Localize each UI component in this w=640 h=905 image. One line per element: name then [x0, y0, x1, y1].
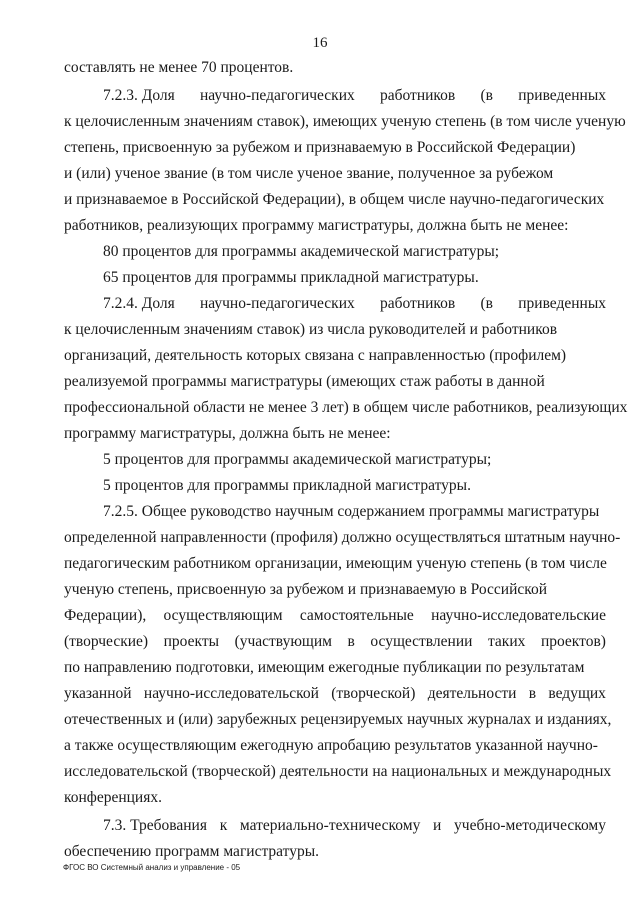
word: самостоятельные — [299, 607, 414, 624]
word: научно-исследовательские — [431, 607, 606, 624]
word: таких — [487, 633, 526, 650]
text-line — [103, 816, 606, 835]
word: приведенных — [518, 295, 606, 312]
word: указанной — [64, 685, 132, 702]
word: ведущих — [548, 685, 606, 702]
text-line: к целочисленным значениям ставок), имеющих ученую степень (в том числе ученую — [64, 113, 626, 130]
word: (в — [480, 295, 493, 312]
text-line: педагогическим работником организации, имеющим ученую степень (в том числе — [64, 555, 607, 572]
word: учебно-методическому — [454, 817, 606, 834]
text-line: конференциях. — [64, 789, 162, 806]
text-line: степень, присвоенную за рубежом и признаваемую в Российской Федерации) — [64, 139, 576, 156]
word: в — [347, 633, 355, 650]
word: Федерации), — [64, 607, 147, 624]
word: 7.3. Требования — [103, 817, 207, 834]
text-line: исследовательской (творческой) деятельности на национальных и международных — [64, 763, 612, 780]
document-footer: ФГОС ВО Системный анализ и управление - 05 — [63, 863, 241, 872]
text-line — [64, 632, 606, 651]
text-line: 65 процентов для программы прикладной магистратуры. — [103, 269, 479, 286]
text-line: по направлению подготовки, имеющим ежегодные публикации по результатам — [64, 659, 585, 676]
word: научно-исследовательской — [143, 685, 319, 702]
text-line: 5 процентов для программы прикладной магистратуры. — [103, 477, 471, 494]
text-line: к целочисленным значениям ставок) из числа руководителей и работников — [64, 321, 558, 338]
text-line — [103, 294, 606, 313]
text-line: составлять не менее 70 процентов. — [64, 59, 294, 76]
word: к — [219, 817, 228, 834]
text-line: работников, реализующих программу магистратуры, должна быть не менее: — [64, 217, 569, 234]
word: деятельности — [427, 685, 517, 702]
text-line — [64, 684, 606, 703]
word: научно-педагогических — [199, 87, 355, 104]
text-line: 80 процентов для программы академической магистратуры; — [103, 243, 500, 260]
word: (участвующим — [234, 633, 332, 650]
word: осуществлении — [370, 633, 473, 650]
text-line: 5 процентов для программы академической магистратуры; — [103, 451, 492, 468]
word: (в — [480, 87, 493, 104]
word: (творческие) — [64, 633, 149, 650]
text-line: 7.2.5. Общее руководство научным содержанием программы магистратуры — [103, 503, 600, 520]
word: приведенных — [518, 87, 606, 104]
word: (творческой) — [331, 685, 416, 702]
text-line: ученую степень, присвоенную за рубежом и признаваемую в Российской — [64, 581, 548, 598]
word: работников — [380, 87, 456, 104]
text-line — [103, 86, 606, 105]
text-line: программу магистратуры, должна быть не менее: — [64, 425, 391, 442]
word: 7.2.4. Доля — [103, 295, 175, 312]
word: 7.2.3. Доля — [103, 87, 175, 104]
word: научно-педагогических — [199, 295, 355, 312]
text-line: а также осуществляющим ежегодную апробацию результатов указанной научно- — [64, 737, 598, 754]
text-line — [64, 606, 606, 625]
text-line: определенной направленности (профиля) должно осуществляться штатным научно- — [64, 529, 621, 546]
word: в — [528, 685, 537, 702]
text-line: реализуемой программы магистратуры (имеющих стаж работы в данной — [64, 373, 545, 390]
text-line: профессиональной области не менее 3 лет) в общем числе работников, реализующих — [64, 399, 628, 416]
word: осуществляющим — [163, 607, 283, 624]
text-line: организаций, деятельность которых связана с направленностью (профилем) — [64, 347, 567, 364]
text-line: и (или) ученое звание (в том числе ученое звание, полученное за рубежом — [64, 165, 554, 182]
word: материально-техническому — [239, 817, 421, 834]
word: проекты — [163, 633, 220, 650]
word: и — [433, 817, 442, 834]
page-number: 16 — [312, 35, 328, 51]
text-line: отечественных и (или) зарубежных рецензируемых научных журналах и изданиях, — [64, 711, 612, 728]
word: проектов) — [540, 633, 606, 650]
text-line: обеспечению программ магистратуры. — [64, 843, 320, 860]
word: работников — [380, 295, 456, 312]
text-line: и признаваемое в Российской Федерации), в общем числе научно-педагогических — [64, 191, 605, 208]
